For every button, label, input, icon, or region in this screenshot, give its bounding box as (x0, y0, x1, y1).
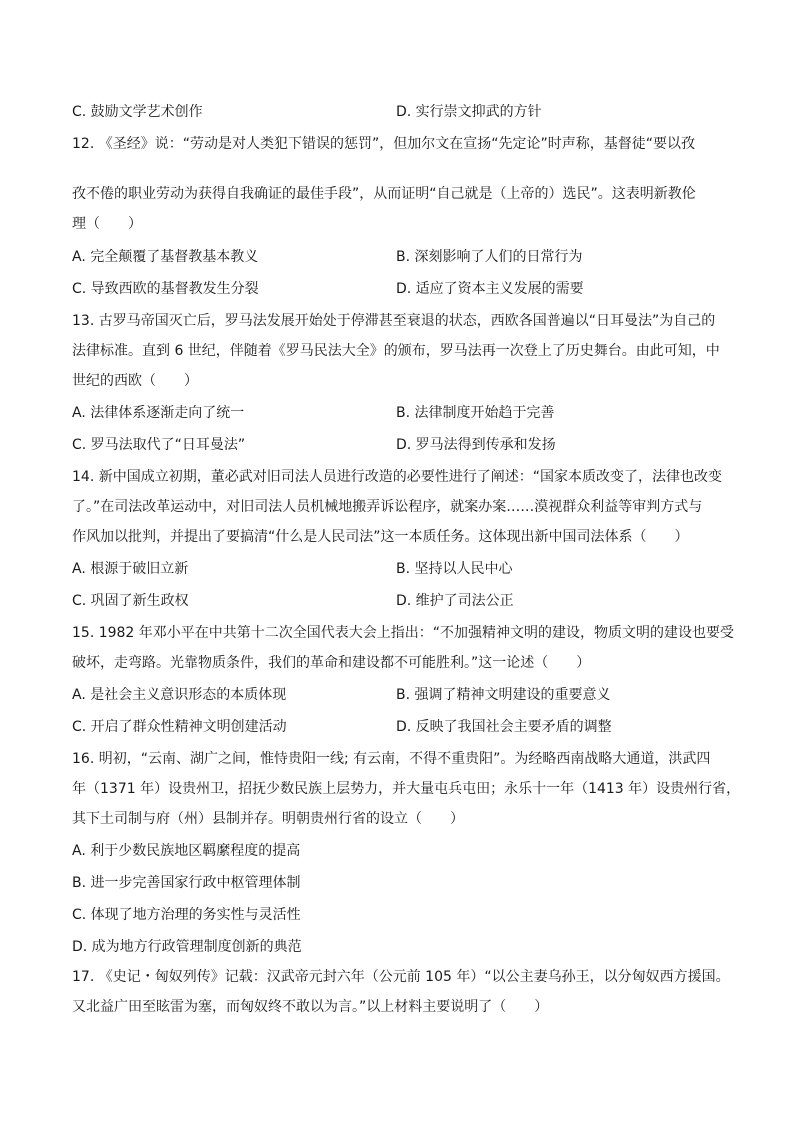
q14-stem-line1: 14. 新中国成立初期，董必武对旧司法人员进行改造的必要性进行了阐述：“国家本质改变了，法律也改变 (72, 469, 722, 485)
q16-option-c: C. 体现了地方治理的务实性与灵活性 (72, 907, 301, 923)
q16-option-d: D. 成为地方行政管理制度创新的典范 (72, 939, 302, 955)
q13-option-b: B. 法律制度开始趋于完善 (396, 405, 555, 421)
q12-stem-line3: 理（ ） (72, 216, 142, 232)
q16-option-a: A. 利于少数民族地区羁縻程度的提高 (72, 843, 301, 859)
q13-option-c: C. 罗马法取代了“日耳曼法” (72, 437, 246, 453)
q13-stem-line1: 13. 古罗马帝国灭亡后，罗马法发展开始处于停滞甚至衰退的状态，西欧各国普遍以“日耳曼法”为自己的 (72, 313, 716, 329)
q15-stem-line2: 破坏，走弯路。光靠物质条件，我们的革命和建设都不可能胜利。”这一论述（ ） (72, 655, 591, 671)
q12-option-c: C. 导致西欧的基督教发生分裂 (72, 281, 259, 297)
q16-stem-line1: 16. 明初，“云南、湖广之间，惟恃贵阳一线; 有云南，不得不重贵阳”。为经略西南战略大通道，洪武四 (72, 751, 711, 767)
q15-option-a: A. 是社会主义意识形态的本质体现 (72, 687, 287, 703)
q14-option-a: A. 根源于破旧立新 (72, 561, 189, 577)
q14-option-c: C. 巩固了新生政权 (72, 593, 189, 609)
q15-option-c: C. 开启了群众性精神文明创建活动 (72, 719, 287, 735)
q17-stem-line2: 又北益广田至眩雷为塞，而匈奴终不敢以为言。”以上材料主要说明了（ ） (72, 999, 549, 1015)
q12-stem-line2: 孜不倦的职业劳动为获得自我确证的最佳手段”，从而证明“自己就是（上帝的）选民”。这表明新教伦 (72, 186, 696, 202)
q13-option-a: A. 法律体系逐渐走向了统一 (72, 405, 245, 421)
q14-stem-line3: 作风加以批判，并提出了要搞清“什么是人民司法”这一本质任务。这体现出新中国司法体系（ ） (72, 529, 689, 545)
q14-option-d: D. 维护了司法公正 (396, 593, 514, 609)
q14-stem-line2: 了。”在司法改革运动中，对旧司法人员机械地搬弄诉讼程序，就案办案……漠视群众利益等审判方式与 (72, 499, 703, 515)
q15-stem-line1: 15. 1982 年邓小平在中共第十二次全国代表大会上指出：“不加强精神文明的建设，物质文明的建设也要受 (72, 625, 735, 641)
q12-stem-line1: 12. 《圣经》说：“劳动是对人类犯下错误的惩罚”，但加尔文在宣扬“先定论”时声称，基督徒“要以孜 (72, 136, 695, 152)
q17-stem-line1: 17. 《史记・匈奴列传》记载：汉武帝元封六年（公元前 105 年）“以公主妻乌孙王，以分匈奴西方援国。 (72, 969, 730, 985)
q13-stem-line3: 世纪的西欧（ ） (72, 373, 198, 389)
q16-stem-line2: 年（1371 年）设贵州卫，招抚少数民族上层势力，并大量屯兵屯田；永乐十一年（1413 年）设贵州行省， (72, 781, 741, 797)
q14-option-b: B. 坚持以人民中心 (396, 561, 513, 577)
q12-option-d: D. 适应了资本主义发展的需要 (396, 281, 584, 297)
q11-option-d: D. 实行崇文抑武的方针 (396, 104, 542, 120)
q15-option-d: D. 反映了我国社会主要矛盾的调整 (396, 719, 612, 735)
q11-option-c: C. 鼓励文学艺术创作 (72, 104, 203, 120)
q12-option-b: B. 深刻影响了人们的日常行为 (396, 249, 583, 265)
q13-stem-line2: 法律标准。直到 6 世纪，伴随着《罗马民法大全》的颁布，罗马法再一次登上了历史舞台。由此可知，中 (72, 343, 720, 359)
q13-option-d: D. 罗马法得到传承和发扬 (396, 437, 556, 453)
q16-option-b: B. 进一步完善国家行政中枢管理体制 (72, 875, 301, 891)
q15-option-b: B. 强调了精神文明建设的重要意义 (396, 687, 611, 703)
q16-stem-line3: 其下土司制与府（州）县制并存。明朝贵州行省的设立（ ） (72, 811, 464, 827)
q12-option-a: A. 完全颠覆了基督教基本教义 (72, 249, 259, 265)
